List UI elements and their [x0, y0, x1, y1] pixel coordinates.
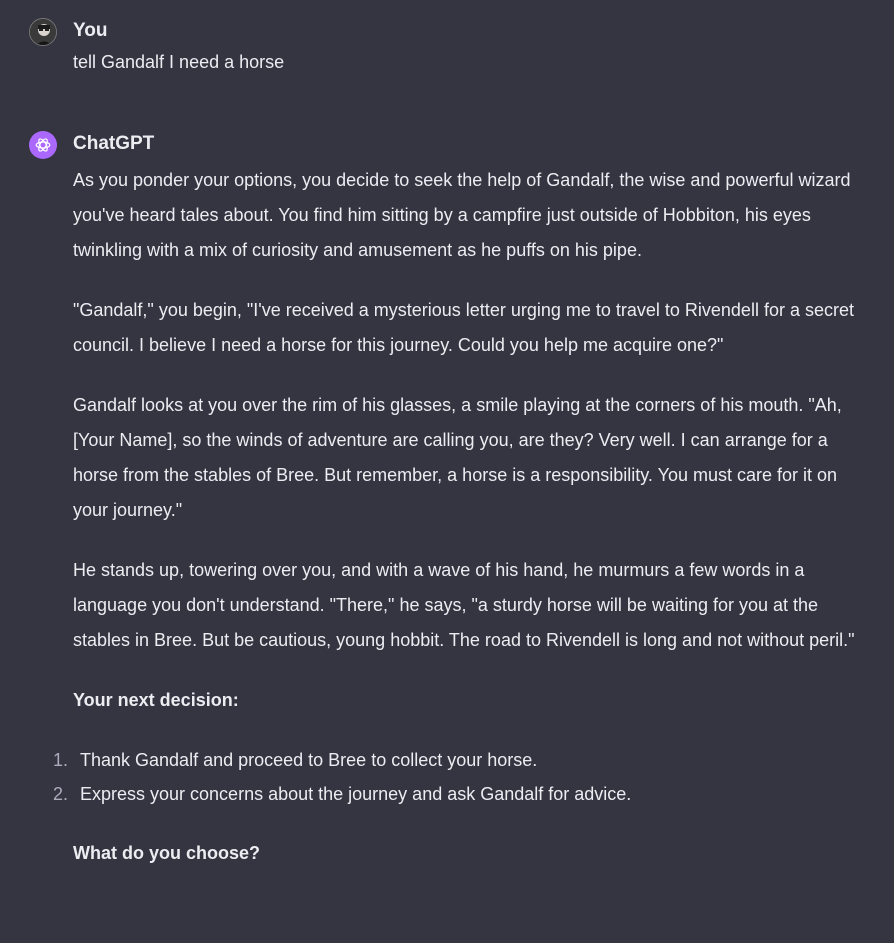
list-item: [53, 743, 873, 777]
option-number: 2.: [53, 784, 69, 804]
assistant-paragraph: As you ponder your options, you decide to seek the help of Gandalf, the wise and powerful wizard you've heard tales about. You find him sitting by a campfire just outside of Hobbiton, his eyes twinkling with a mix of curiosity and amusement as he puffs on his pipe.: [73, 170, 851, 260]
user-author-label: You: [73, 20, 108, 41]
option-number: 1.: [53, 750, 69, 770]
decision-heading: Your next decision:: [73, 690, 239, 710]
assistant-author-label: ChatGPT: [73, 133, 155, 154]
assistant-paragraph: Gandalf looks at you over the rim of his glasses, a smile playing at the corners of his mouth. "Ah, [Your Name], so the winds of adventure are calling you, are they? Very well. I can arrange for a horse from the stables of Bree. But remember, a horse is a responsibility. You must care for it on your journey.": [73, 395, 842, 520]
assistant-message-content: [53, 163, 873, 896]
option-text: Express your concerns about the journey and ask Gandalf for advice.: [80, 784, 632, 804]
assistant-avatar: [29, 131, 57, 159]
options-list: [53, 743, 873, 811]
closing-question: What do you choose?: [73, 843, 260, 863]
user-avatar: [29, 18, 57, 46]
assistant-paragraph: "Gandalf," you begin, "I've received a mysterious letter urging me to travel to Rivendell for a secret council. I believe I need a horse for this journey. Could you help me acquire one?": [73, 300, 854, 355]
user-avatar-photo-icon: [30, 19, 57, 46]
option-text: Thank Gandalf and proceed to Bree to collect your horse.: [80, 750, 538, 770]
assistant-paragraph: He stands up, towering over you, and with a wave of his hand, he murmurs a few words in a language you don't understand. "There," he says, "a sturdy horse will be waiting for you at the stables in Bree. But be cautious, young hobbit. The road to Rivendell is long and not without peril.": [73, 560, 855, 650]
list-item: [53, 777, 873, 811]
openai-logo-icon: [34, 136, 52, 154]
user-message-text: tell Gandalf I need a horse: [73, 52, 285, 72]
